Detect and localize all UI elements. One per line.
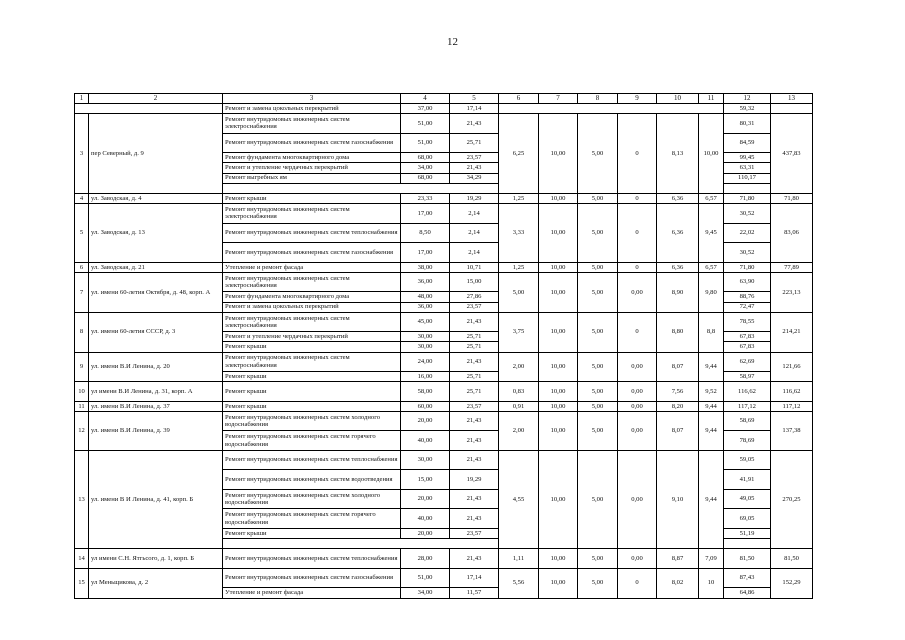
table-cell: 80,31 (724, 114, 771, 134)
table-cell: 51,19 (724, 528, 771, 538)
column-header: 5 (450, 94, 499, 104)
table-cell (771, 104, 813, 114)
table-cell (75, 104, 223, 114)
table-cell: Ремонт крыши (223, 401, 401, 411)
table-cell: 5,00 (578, 312, 618, 352)
table-cell: 9,45 (699, 204, 724, 263)
table-cell: 0,00 (618, 401, 657, 411)
table-cell: 8,80 (657, 312, 699, 352)
table-cell: 8,90 (657, 272, 699, 312)
table-cell: 9,44 (699, 352, 724, 382)
table-cell: Ремонт внутридомовых инженерных систем электроснабжения (223, 352, 401, 372)
table-cell: 4 (75, 193, 89, 203)
table-cell: 10,71 (450, 262, 499, 272)
table-cell: Ремонт и замена цокольных перекрытий (223, 302, 401, 312)
table-cell: 58,00 (401, 382, 450, 402)
table-cell: 5,00 (578, 272, 618, 312)
table-cell: 34,00 (401, 588, 450, 598)
table-cell: 14 (75, 549, 89, 569)
table-cell: 5,56 (499, 568, 539, 598)
table-cell: 9 (75, 352, 89, 382)
table-cell: 51,00 (401, 114, 450, 134)
table-cell: 7 (75, 272, 89, 312)
column-header: 13 (771, 94, 813, 104)
table-row (75, 382, 813, 402)
table-cell: Ремонт и утепление чердачных перекрытий (223, 332, 401, 342)
table-cell: 36,00 (401, 302, 450, 312)
table-cell: 23,57 (450, 528, 499, 538)
table-cell: 16,00 (401, 372, 450, 382)
table-cell: Ремонт крыши (223, 193, 401, 203)
table-cell: 5,00 (578, 411, 618, 450)
table-cell: 41,91 (724, 470, 771, 490)
column-header: 4 (401, 94, 450, 104)
table-cell: 38,00 (401, 262, 450, 272)
table-cell: 137,38 (771, 411, 813, 450)
table-cell: 6,36 (657, 262, 699, 272)
table-cell: 25,71 (450, 332, 499, 342)
table-cell: 437,83 (771, 114, 813, 194)
table-cell: 21,43 (450, 489, 499, 509)
table-cell: 17,00 (401, 204, 450, 224)
table-cell: 10,00 (539, 352, 578, 382)
table-cell: ул. имени В.И Ленина, д. 20 (89, 352, 223, 382)
table-cell: 67,83 (724, 342, 771, 352)
table-cell: 10,00 (539, 193, 578, 203)
table-cell: 77,89 (771, 262, 813, 272)
table-cell: 40,00 (401, 509, 450, 529)
column-header: 1 (75, 94, 89, 104)
table-cell: 68,00 (401, 173, 450, 183)
table-row (75, 352, 813, 372)
table-cell: 25,71 (450, 372, 499, 382)
table-cell: 21,43 (450, 431, 499, 451)
table-cell: 2,00 (499, 411, 539, 450)
table-cell: 83,06 (771, 204, 813, 263)
table-cell: Ремонт внутридомовых инженерных систем электроснабжения (223, 204, 401, 224)
table-cell: 72,47 (724, 302, 771, 312)
table-cell: 71,80 (771, 193, 813, 203)
table-cell: 5,00 (578, 352, 618, 382)
table-cell: 121,66 (771, 352, 813, 382)
table-cell (499, 104, 724, 114)
table-cell: 21,43 (450, 312, 499, 332)
table-cell: 10,00 (539, 204, 578, 263)
table-cell: 23,57 (450, 153, 499, 163)
table-row (75, 450, 813, 470)
table-cell: 15,00 (401, 470, 450, 490)
table-cell: 10,00 (539, 272, 578, 312)
table-cell: 71,80 (724, 262, 771, 272)
table-cell: Ремонт внутридомовых инженерных систем холодного водоснабжения (223, 489, 401, 509)
table-cell: 10,00 (539, 312, 578, 352)
table-cell: 8,07 (657, 352, 699, 382)
table-cell: 10,00 (539, 114, 578, 194)
table-cell: 30,52 (724, 243, 771, 263)
table-cell: 8,87 (657, 549, 699, 569)
table-cell: 34,00 (401, 163, 450, 173)
table-cell: 0 (618, 312, 657, 352)
table-cell: 10,00 (539, 262, 578, 272)
table-cell: 20,00 (401, 528, 450, 538)
table-cell: 0 (618, 568, 657, 598)
table-cell: 15 (75, 568, 89, 598)
table-row (75, 193, 813, 203)
table-cell: ул. Заводская, д. 13 (89, 204, 223, 263)
table-cell: ул. Заводская, д. 21 (89, 262, 223, 272)
table-row (75, 262, 813, 272)
table-cell: 19,29 (450, 470, 499, 490)
table-cell: 3,75 (499, 312, 539, 352)
table-cell: 25,71 (450, 382, 499, 402)
table-cell: 10,00 (539, 382, 578, 402)
table-cell: 0,00 (618, 450, 657, 548)
table-cell: 17,00 (401, 243, 450, 263)
repair-schedule-table (74, 93, 813, 599)
table-cell: 78,69 (724, 431, 771, 451)
table-cell: 25,71 (450, 342, 499, 352)
table-cell: 27,86 (450, 292, 499, 302)
table-cell: 110,17 (724, 173, 771, 183)
table-cell: 23,57 (450, 401, 499, 411)
table-cell: 59,05 (724, 450, 771, 470)
table-cell: 2,14 (450, 223, 499, 243)
table-cell: 5,00 (578, 450, 618, 548)
table-cell: Ремонт крыши (223, 382, 401, 402)
table-row (75, 204, 813, 224)
table-cell: 5,00 (578, 193, 618, 203)
table-cell: 223,13 (771, 272, 813, 312)
table-cell: 8,8 (699, 312, 724, 352)
table-cell: 3,33 (499, 204, 539, 263)
table-row (75, 549, 813, 569)
table-cell: Ремонт внутридомовых инженерных систем электроснабжения (223, 272, 401, 292)
table-cell: пер Северный, д. 9 (89, 114, 223, 194)
table-cell: 3 (75, 114, 89, 194)
table-cell: 25,71 (450, 133, 499, 153)
table-cell: Ремонт внутридомовых инженерных систем газоснабжения (223, 568, 401, 588)
table-cell: 5,00 (578, 204, 618, 263)
table-cell: 1,11 (499, 549, 539, 569)
table-cell: 6,36 (657, 204, 699, 263)
table-cell: 99,45 (724, 153, 771, 163)
column-header: 3 (223, 94, 401, 104)
table-cell: 0,00 (618, 382, 657, 402)
table-cell: 51,00 (401, 133, 450, 153)
table-cell: Ремонт внутридомовых инженерных систем электроснабжения (223, 312, 401, 332)
table-cell: 10,00 (539, 450, 578, 548)
table-cell: 81,50 (724, 549, 771, 569)
table-cell: 0,00 (618, 411, 657, 450)
table-cell: 0,00 (618, 272, 657, 312)
table-row (75, 401, 813, 411)
table-cell: 17,14 (450, 568, 499, 588)
table-cell: 58,69 (724, 411, 771, 431)
table-cell: 2,14 (450, 243, 499, 263)
table-cell: 6 (75, 262, 89, 272)
table-cell: 21,43 (450, 450, 499, 470)
table-cell: 84,59 (724, 133, 771, 153)
table-cell: Ремонт внутридомовых инженерных систем электроснабжения (223, 114, 401, 134)
table-cell: 10 (75, 382, 89, 402)
table-cell: 10,00 (539, 549, 578, 569)
table-cell: 11 (75, 401, 89, 411)
table-cell: ул. имени В.И Ленина, д. 39 (89, 411, 223, 450)
table-cell: ул. имени В.И Ленина, д. 37 (89, 401, 223, 411)
table-cell: 9,44 (699, 411, 724, 450)
table-cell: Ремонт внутридомовых инженерных систем теплоснабжения (223, 549, 401, 569)
table-cell: 22,02 (724, 223, 771, 243)
table-cell: Ремонт крыши (223, 372, 401, 382)
table-cell: Утепление и ремонт фасада (223, 262, 401, 272)
table-cell: 9,44 (699, 450, 724, 548)
table-cell: 37,00 (401, 104, 450, 114)
table-cell: Ремонт фундамента многоквартирного дома (223, 292, 401, 302)
table-cell: Ремонт внутридомовых инженерных систем горячего водоснабжения (223, 509, 401, 529)
table-cell: 30,00 (401, 450, 450, 470)
table-cell: 0,91 (499, 401, 539, 411)
table-cell: 116,62 (724, 382, 771, 402)
table-row (75, 568, 813, 588)
table-cell: 152,29 (771, 568, 813, 598)
table-cell: Утепление и ремонт фасада (223, 588, 401, 598)
table-cell: 5,00 (578, 549, 618, 569)
table-cell: 21,43 (450, 352, 499, 372)
column-header: 7 (539, 94, 578, 104)
table-cell: 28,00 (401, 549, 450, 569)
table-cell: 15,00 (450, 272, 499, 292)
table-cell: ул. имени 60-летия Октября, д. 48, корп. А (89, 272, 223, 312)
table-cell: 64,86 (724, 588, 771, 598)
table-cell: ул Меньщикова, д. 2 (89, 568, 223, 598)
table-row (75, 104, 813, 114)
table-cell: 20,00 (401, 411, 450, 431)
table-cell: 10 (699, 568, 724, 598)
table-cell: 87,43 (724, 568, 771, 588)
table-cell: 21,43 (450, 411, 499, 431)
table-cell: 270,25 (771, 450, 813, 548)
column-header: 9 (618, 94, 657, 104)
table-cell: 30,00 (401, 342, 450, 352)
table-cell: 0 (618, 204, 657, 263)
table-cell: 8,02 (657, 568, 699, 598)
table-cell: ул имени В.И Ленина, д. 31, корп. А (89, 382, 223, 402)
table-cell: 21,43 (450, 163, 499, 173)
table-cell: Ремонт внутридомовых инженерных систем газоснабжения (223, 133, 401, 153)
table-cell: 6,57 (699, 193, 724, 203)
table-cell: Ремонт внутридомовых инженерных систем холодного водоснабжения (223, 411, 401, 431)
table-cell: 34,29 (450, 173, 499, 183)
table-row (75, 312, 813, 332)
column-header: 12 (724, 94, 771, 104)
table-cell: Ремонт внутридомовых инженерных систем горячего водоснабжения (223, 431, 401, 451)
table-cell: 62,69 (724, 352, 771, 372)
table-cell: 8,50 (401, 223, 450, 243)
table-cell: Ремонт крыши (223, 342, 401, 352)
table-cell: 9,80 (699, 272, 724, 312)
table-cell: 68,00 (401, 153, 450, 163)
table-cell: 1,25 (499, 262, 539, 272)
table-cell: 5,00 (578, 568, 618, 598)
table-cell: 21,43 (450, 114, 499, 134)
table-cell: 5,00 (578, 382, 618, 402)
table-cell: 60,00 (401, 401, 450, 411)
table-cell: 1,25 (499, 193, 539, 203)
table-cell: Ремонт крыши (223, 528, 401, 538)
table-cell: 13 (75, 450, 89, 548)
table-cell: 21,43 (450, 549, 499, 569)
table-cell: 23,33 (401, 193, 450, 203)
table-cell: 8,13 (657, 114, 699, 194)
table-cell: Ремонт внутридомовых инженерных систем теплоснабжения (223, 223, 401, 243)
table-cell: Ремонт и утепление чердачных перекрытий (223, 163, 401, 173)
table-cell: 88,76 (724, 292, 771, 302)
table-cell: 19,29 (450, 193, 499, 203)
table-cell: 6,36 (657, 193, 699, 203)
table-cell: Ремонт фундамента многоквартирного дома (223, 153, 401, 163)
table-cell: 81,50 (771, 549, 813, 569)
table-cell: Ремонт внутридомовых инженерных систем газоснабжения (223, 243, 401, 263)
table-cell: 5,00 (578, 114, 618, 194)
column-header: 6 (499, 94, 539, 104)
table-cell: 63,31 (724, 163, 771, 173)
table-cell: 0 (618, 193, 657, 203)
table-cell: 24,00 (401, 352, 450, 372)
table-cell: 0,83 (499, 382, 539, 402)
table-cell (223, 183, 499, 193)
table-cell: 8 (75, 312, 89, 352)
table-cell: 0 (618, 114, 657, 194)
table-cell: 49,05 (724, 489, 771, 509)
table-cell: 9,44 (699, 401, 724, 411)
column-header: 2 (89, 94, 223, 104)
table-cell: 8,07 (657, 411, 699, 450)
table-cell: 9,52 (699, 382, 724, 402)
table-cell: 10,00 (539, 411, 578, 450)
table-cell: 30,52 (724, 204, 771, 224)
table-cell: Ремонт внутридомовых инженерных систем теплоснабжения (223, 450, 401, 470)
table-cell: 5 (75, 204, 89, 263)
table-cell: 21,43 (450, 509, 499, 529)
table-row (75, 272, 813, 292)
table-cell: 58,97 (724, 372, 771, 382)
table-cell: 71,80 (724, 193, 771, 203)
table-cell: 30,00 (401, 332, 450, 342)
column-header: 11 (699, 94, 724, 104)
table-cell: 10,00 (539, 568, 578, 598)
table-cell: 48,00 (401, 292, 450, 302)
table-cell: 10,00 (699, 114, 724, 194)
table-cell: 5,00 (499, 272, 539, 312)
table-cell: ул. Заводская, д. 4 (89, 193, 223, 203)
table-row (75, 411, 813, 431)
table-cell: ул. имени В И Ленина, д. 41, корп. Б (89, 450, 223, 548)
table-cell: 214,21 (771, 312, 813, 352)
table-cell: 0,00 (618, 549, 657, 569)
table-cell: 23,57 (450, 302, 499, 312)
table-cell: 7,56 (657, 382, 699, 402)
table-cell: 6,25 (499, 114, 539, 194)
table-cell: 8,20 (657, 401, 699, 411)
page-number: 12 (447, 36, 458, 48)
table-cell: 9,10 (657, 450, 699, 548)
table-cell: 12 (75, 411, 89, 450)
table-cell: 36,00 (401, 272, 450, 292)
table-cell: 4,55 (499, 450, 539, 548)
table-cell: ул имени С.Н. Ятгьсого, д. 1, корп. Б (89, 549, 223, 569)
table-cell: 10,00 (539, 401, 578, 411)
table-cell: 67,83 (724, 332, 771, 342)
table-cell: 5,00 (578, 401, 618, 411)
table-cell: 51,00 (401, 568, 450, 588)
table-cell: 5,00 (578, 262, 618, 272)
table-cell: 20,00 (401, 489, 450, 509)
table-cell: 0 (618, 262, 657, 272)
table-cell: 17,14 (450, 104, 499, 114)
column-header: 8 (578, 94, 618, 104)
table-cell: 2,00 (499, 352, 539, 382)
table-cell: 11,57 (450, 588, 499, 598)
table-cell: 59,32 (724, 104, 771, 114)
table-cell: 6,57 (699, 262, 724, 272)
table-cell: Ремонт внутридомовых инженерных систем водоотведения (223, 470, 401, 490)
table-cell: 45,00 (401, 312, 450, 332)
table-cell: ул. имени 60-летия СССР, д. 3 (89, 312, 223, 352)
table-cell: 2,14 (450, 204, 499, 224)
table-cell: 117,12 (724, 401, 771, 411)
table-cell: 78,55 (724, 312, 771, 332)
table-cell: 117,12 (771, 401, 813, 411)
table-cell: Ремонт выгребных ям (223, 173, 401, 183)
table-header-row (75, 94, 813, 104)
table-cell: 0,00 (618, 352, 657, 382)
table-cell: 40,00 (401, 431, 450, 451)
table-row (75, 114, 813, 134)
table-cell: 116,62 (771, 382, 813, 402)
column-header: 10 (657, 94, 699, 104)
table-cell: 7,09 (699, 549, 724, 569)
table-cell: Ремонт и замена цокольных перекрытий (223, 104, 401, 114)
table-cell: 63,90 (724, 272, 771, 292)
table-cell (223, 539, 499, 549)
table-cell: 69,05 (724, 509, 771, 529)
